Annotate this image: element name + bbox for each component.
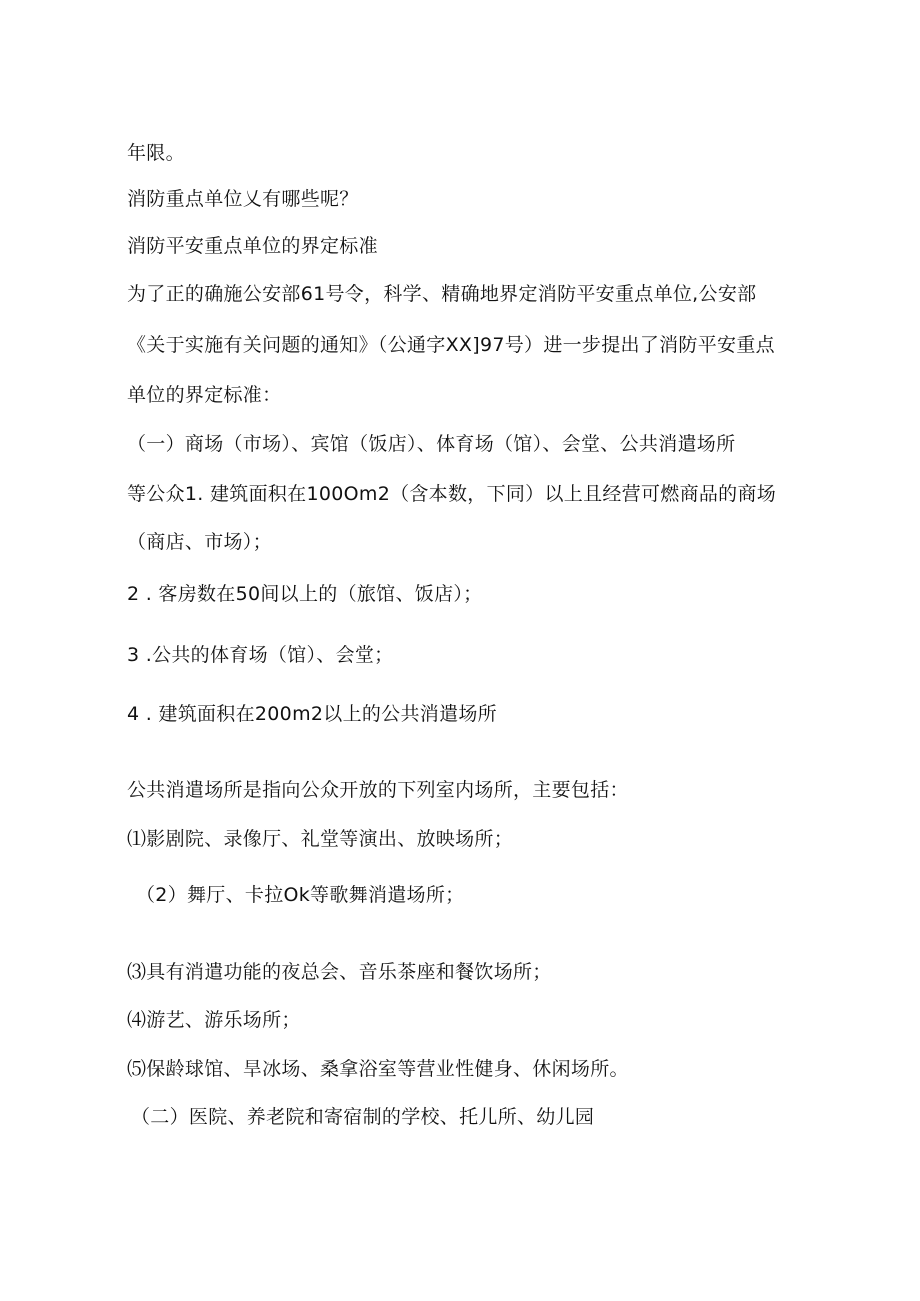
category-heading-2: （二）医院、养老院和寄宿制的学校、托儿所、幼儿园	[131, 1106, 595, 1128]
list-item: 2 . 客房数在50间以上的（旅馆、饭店）；	[127, 583, 483, 605]
list-item: 等公众1. 建筑面积在100Om2（含本数，下同）以上且经营可燃商品的商场	[127, 483, 777, 505]
paragraph-line: 公共消遣场所是指向公众开放的下列室内场所，主要包括：	[127, 779, 629, 801]
list-item: 4 . 建筑面积在200m2以上的公共消遣场所	[127, 703, 497, 725]
list-item: 3 .公共的体育场（馆）、会堂；	[127, 644, 394, 666]
list-item: ⑶具有消遣功能的夜总会、音乐茶座和餐饮场所；	[127, 961, 552, 983]
list-item: （商店、市场）；	[127, 531, 272, 553]
text-line-question: 消防重点单位乂有哪些呢？	[127, 188, 359, 210]
text-line-continuation: 年限。	[127, 142, 185, 164]
category-heading-1: （一）商场（市场）、宾馆（饭店）、体育场（馆）、会堂、公共消遣场所	[127, 433, 736, 455]
list-item: （2）舞厅、卡拉Ok等歌舞消遣场所；	[136, 884, 465, 906]
paragraph-line: 《关于实施有关问题的通知》（公通字XX]97号）进一步提出了消防平安重点	[127, 334, 775, 356]
list-item: ⑴影剧院、录像厅、礼堂等演出、放映场所；	[127, 828, 514, 850]
section-heading: 消防平安重点单位的界定标准	[127, 235, 378, 257]
paragraph-line: 为了正的确施公安部61号令，科学、精确地界定消防平安重点单位,公安部	[127, 283, 757, 305]
paragraph-line: 单位的界定标准：	[127, 384, 282, 406]
list-item: ⑷游艺、游乐场所；	[127, 1009, 301, 1031]
list-item: ⑸保龄球馆、旱冰场、桑拿浴室等营业性健身、休闲场所。	[127, 1058, 629, 1080]
